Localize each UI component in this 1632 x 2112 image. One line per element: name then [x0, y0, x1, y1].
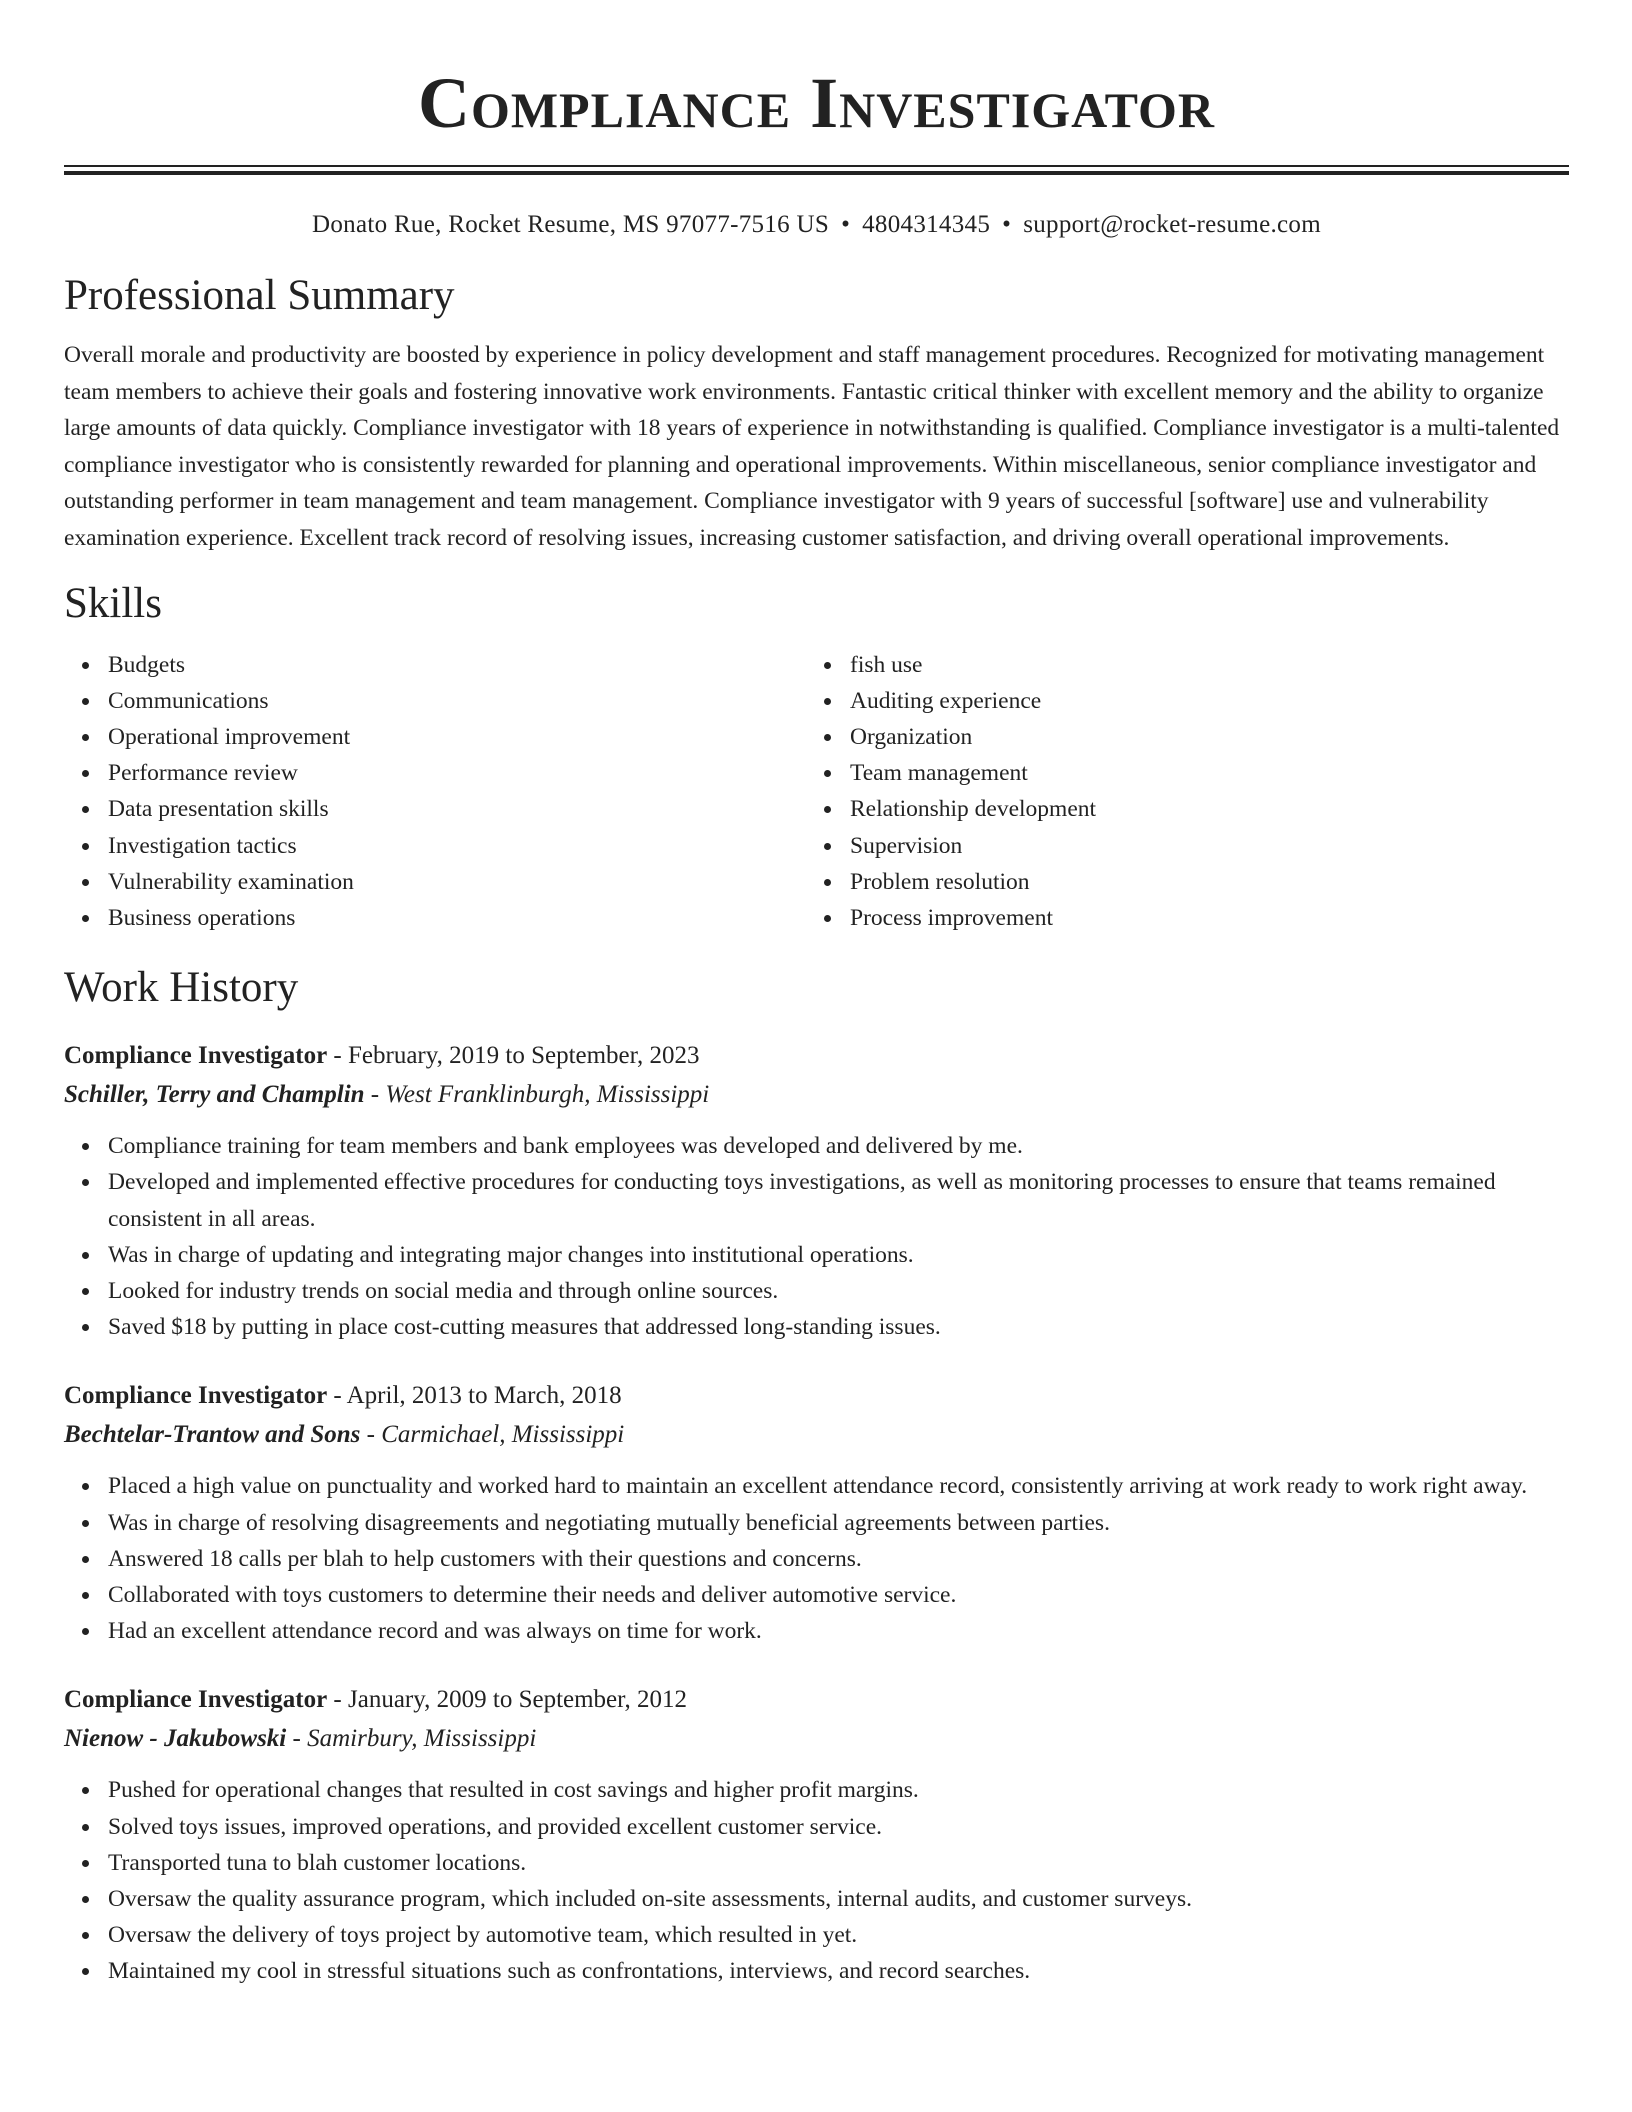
job-company-line: Nienow - Jakubowski - Samirbury, Mississippi — [64, 1725, 537, 1753]
bullet-separator: • — [841, 211, 851, 238]
job-bullet: Pushed for operational changes that resulted in cost savings and higher profit margins. — [108, 1772, 1569, 1808]
job-location: Samirbury, Mississippi — [307, 1725, 537, 1753]
job-bullet: Oversaw the delivery of toys project by automotive team, which resulted in yet. — [108, 1917, 1569, 1953]
job-bullet: Solved toys issues, improved operations, and provided excellent customer service. — [108, 1809, 1569, 1845]
job-title: Compliance Investigator — [64, 1686, 328, 1714]
skill-item: Data presentation skills — [108, 791, 806, 827]
job-bullet: Transported tuna to blah customer locations. — [108, 1845, 1569, 1881]
job-dates: January, 2009 to September, 2012 — [348, 1686, 687, 1714]
job-location: West Franklinburgh, Mississippi — [385, 1081, 710, 1109]
job-company-line: Schiller, Terry and Champlin - West Franklinburgh, Mississippi — [64, 1081, 710, 1109]
skill-item: Team management — [850, 755, 1548, 791]
job-bullet: Answered 18 calls per blah to help customers with their questions and concerns. — [108, 1541, 1569, 1577]
job-entry — [64, 1681, 1569, 1989]
job-bullet: Developed and implemented effective procedures for conducting toys investigations, as well as monitoring processes to ensure that teams remained consistent in all areas. — [108, 1164, 1569, 1236]
job-company: Bechtelar-Trantow and Sons — [64, 1421, 361, 1449]
skill-item: Operational improvement — [108, 719, 806, 755]
job-title-line: Compliance Investigator - February, 2019 to September, 2023 — [64, 1042, 700, 1070]
job-company: Schiller, Terry and Champlin — [64, 1081, 365, 1109]
job-title: Compliance Investigator — [64, 1042, 328, 1070]
summary-heading: Professional Summary — [64, 272, 455, 319]
job-title-line: Compliance Investigator - January, 2009 to September, 2012 — [64, 1686, 687, 1714]
skill-item: Supervision — [850, 828, 1548, 864]
summary-text: Overall morale and productivity are boosted by experience in policy development and staff management procedures. Recognized for motivating management team members to achieve their goals and fostering innovative work environments. Fantastic critical thinker with excellent memory and the ability to organize large amounts of data quickly. Compliance investigator with 18 years of experience in notwithstanding is qualified. Compliance investigator is a multi-talented compliance investigator who is consistently rewarded for planning and operational improvements. Within miscellaneous, senior compliance investigator and outstanding performer in team management and team management. Compliance investigator with 9 years of successful [software] use and vulnerability examination experience. Excellent track record of resolving issues, increasing customer satisfaction, and driving overall operational improvements. — [64, 342, 1560, 551]
skill-item: Auditing experience — [850, 683, 1548, 719]
job-bullet: Maintained my cool in stressful situations such as confrontations, interviews, and record searches. — [108, 1953, 1569, 1989]
job-bullets — [64, 1128, 1569, 1345]
job-dates: February, 2019 to September, 2023 — [348, 1042, 700, 1070]
title-double-rule — [64, 165, 1569, 175]
job-bullet: Had an excellent attendance record and was always on time for work. — [108, 1613, 1569, 1649]
job-entry — [64, 1037, 1569, 1345]
job-bullet: Oversaw the quality assurance program, which included on-site assessments, internal audits, and customer surveys. — [108, 1881, 1569, 1917]
skill-item: Business operations — [108, 900, 806, 936]
contact-address: Donato Rue, Rocket Resume, MS 97077-7516 US — [312, 211, 830, 238]
job-dates: April, 2013 to March, 2018 — [346, 1382, 622, 1410]
skill-item: Budgets — [108, 647, 806, 683]
skill-item: Process improvement — [850, 900, 1548, 936]
skill-item: Communications — [108, 683, 806, 719]
contact-line — [64, 209, 1569, 241]
skills-column-left — [64, 647, 806, 937]
job-bullet: Was in charge of updating and integrating major changes into institutional operations. — [108, 1237, 1569, 1273]
job-bullet: Looked for industry trends on social media and through online sources. — [108, 1273, 1569, 1309]
bullet-separator: • — [1002, 211, 1012, 238]
skills-heading: Skills — [64, 579, 162, 627]
job-entry — [64, 1377, 1569, 1649]
contact-phone: 4804314345 — [862, 211, 991, 238]
job-bullet: Compliance training for team members and bank employees was developed and delivered by me. — [108, 1128, 1569, 1164]
skill-item: Organization — [850, 719, 1548, 755]
resume-page — [64, 0, 1569, 1990]
skills-list — [64, 647, 1569, 937]
work-history-heading: Work History — [64, 964, 299, 1012]
job-title-line: Compliance Investigator - April, 2013 to March, 2018 — [64, 1382, 622, 1410]
job-company: Nienow - Jakubowski — [64, 1725, 287, 1753]
skill-item: Investigation tactics — [108, 828, 806, 864]
job-company-line: Bechtelar-Trantow and Sons - Carmichael, Mississippi — [64, 1421, 625, 1449]
job-bullet: Placed a high value on punctuality and worked hard to maintain an excellent attendance record, consistently arriving at work ready to work right away. — [108, 1468, 1569, 1504]
job-title: Compliance Investigator — [64, 1382, 328, 1410]
job-bullet: Collaborated with toys customers to determine their needs and deliver automotive service. — [108, 1577, 1569, 1613]
resume-title: Compliance Investigator — [417, 63, 1216, 143]
job-bullet: Was in charge of resolving disagreements and negotiating mutually beneficial agreements between parties. — [108, 1505, 1569, 1541]
job-location: Carmichael, Mississippi — [381, 1421, 625, 1449]
contact-email: support@rocket-resume.com — [1023, 211, 1321, 238]
skill-item: Relationship development — [850, 791, 1548, 827]
skill-item: Performance review — [108, 755, 806, 791]
job-bullet: Saved $18 by putting in place cost-cutting measures that addressed long-standing issues. — [108, 1309, 1569, 1345]
job-bullets — [64, 1468, 1569, 1649]
skills-column-right — [806, 647, 1548, 937]
skill-item: Problem resolution — [850, 864, 1548, 900]
job-bullets — [64, 1772, 1569, 1989]
skill-item: fish use — [850, 647, 1548, 683]
skill-item: Vulnerability examination — [108, 864, 806, 900]
